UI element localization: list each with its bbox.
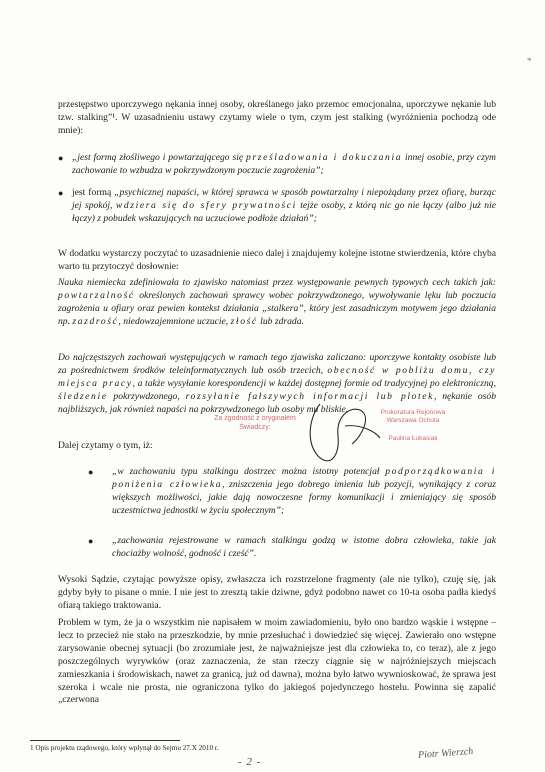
quote-paragraph-1: Nauka niemiecka zdefiniowała to zjawisko natomiast przez występowanie pewnych typowych cech takich jak: powtarzalność określonych zachowań sprawcy wobec pokrzywdzonego, wywoływanie lęku lub poczucia zagrożenia u ofiary oraz pewien kontekst działania „stalkera”, który jest zasadniczym motywem jego działania np. zazdrość, niedowzajemnione uczucie, złość lub zdrada. [58,277,496,327]
bullet-icon: ● [88,536,94,546]
list-item [58,187,496,241]
bullet-icon: ● [58,153,64,163]
footnote: 1 Opis projektu rządowego, który wpłynął do Sejmu 27.X 2010 r. [30,744,219,752]
bullet-icon: ● [58,188,64,198]
intro-text: przestępstwo uporczywego nękania innej osoby, określanego jako przemoc emocjonalna, uporczywe nękanie lub tzw. stalking”¹. W uzasadnieniu ustawy czytamy wiele o tym, czym jest stalking (wyróżnienia pochodzą ode mnie): [58,99,496,136]
list-item [88,535,496,563]
bullet-text: „w zachowaniu typu stalkingu dostrzec można istotny potencjał podporządkowania i poniżenia człowieka, zniszczenia jego dobrego imienia lub pozycji, wynikający z coraz większych możliwości, jakie dają nowoczesne formy komunikacji i zmieniający się sposób uczestnictwa jednostki w życiu społecznym”; [112,466,497,516]
further-paragraph: Dalej czytamy o tym, iż: [58,440,153,451]
margin-mark: * [527,56,532,66]
page-number: - 2 - [238,756,262,768]
bullet-icon: ● [88,467,94,477]
bullet-text: jest formą „psychicznej napaści, w której sprawca w sposób powtarzalny i niepożądany przez ofiarę, burząc jej spokój, wdziera się do sfery prywatności tejże osoby, z którą nic go nie łączy (albo już nie łączy) z pobudek wskazujących na uczuciowe podłoże działań”; [72,187,496,224]
list-item [88,466,497,524]
certification-stamp: Za zgodność z oryginałem Świadczy: [214,415,296,431]
quote-paragraph-2: Do najczęstszych zachowań występujących w ramach tego zjawiska zaliczano: uporczywe kontakty osobiste lub za pośrednictwem środków teleinformatycznych lub osób trzecich, obecność w pobliżu domu, czy miejsca pracy, a także wysyłanie korespondencji w każdej dostępnej formie od tradycyjnej po elektroniczną, śledzenie pokrzywdzonego, rozsyłanie fałszywych informacji lub plotek, nękanie osób najbliższych, jak również napaści na pokrzywdzonego lub osoby mu bliskie. [58,352,496,415]
bullet-text: „zachowania rejestrowane w ramach stalkingu godzą w istotne dobra człowieka, takie jak chociażby wolność, godność i cześć”. [112,535,496,559]
bullet-text: „jest formą złośliwego i powtarzającego się prześladowania i dokuczania innej osobie, przy czym zachowanie to wzbudza w pokrzywdzonym poczucie zagrożenia”; [72,152,496,176]
list-item [58,152,496,180]
prosecutor-name: Paulina Łukasiak [388,435,438,442]
problem-paragraph: Problem w tym, że ja o wszystkim nie napisałem w moim zawiadomieniu, było ono bardzo wąskie i wstępne – lecz to przecież nie stało na przeszkodzie, by mnie przesłuchać i dowiedzieć się więcej. Zawierało ono wstępne zarysowanie obecnej sytuacji (bo zrozumiałe jest, że najważniejsze jest dla człowieka to, co teraz), ale z jego poszczególnych wyrywków (oraz zaznaczenia, że stan rzeczy ciągnie się w najróżniejszych miejscach zamieszkania i środowiskach, nawet za granicą, już od dawna), można było łatwo wywnioskować, że sprawa jest szeroka i wcale nie prosta, nie ograniczona tylko do jakiegoś pojedynczego hostelu. Powinna się zapalić „czerwona [58,617,496,706]
intro-paragraph [58,99,496,138]
judge-paragraph: Wysoki Sądzie, czytając powyższe opisy, zwłaszcza ich rozstrzelone fragmenty (ale nie tylko), czuję się, jak gdyby były to pisane o mnie. I nie jest to zresztą takie dziwne, gdyż podobno nawet co 10-ta osoba padła kiedyś ofiarą takiego traktowania. [58,574,496,611]
prosecutor-stamp-text: Prokuratura Rejonowa Warszawa Ochota [380,409,446,424]
addition-paragraph: W dodatku wystarczy poczytać to uzasadnienie nieco dalej i znajdujemy kolejne istotne stwierdzenia, które chyba warto tu przytoczyć dosłownie: [58,248,496,272]
signature-scribble-icon [300,396,390,476]
handwritten-signature: Piotr Wierzch [417,746,474,761]
footnote-divider [30,740,180,741]
